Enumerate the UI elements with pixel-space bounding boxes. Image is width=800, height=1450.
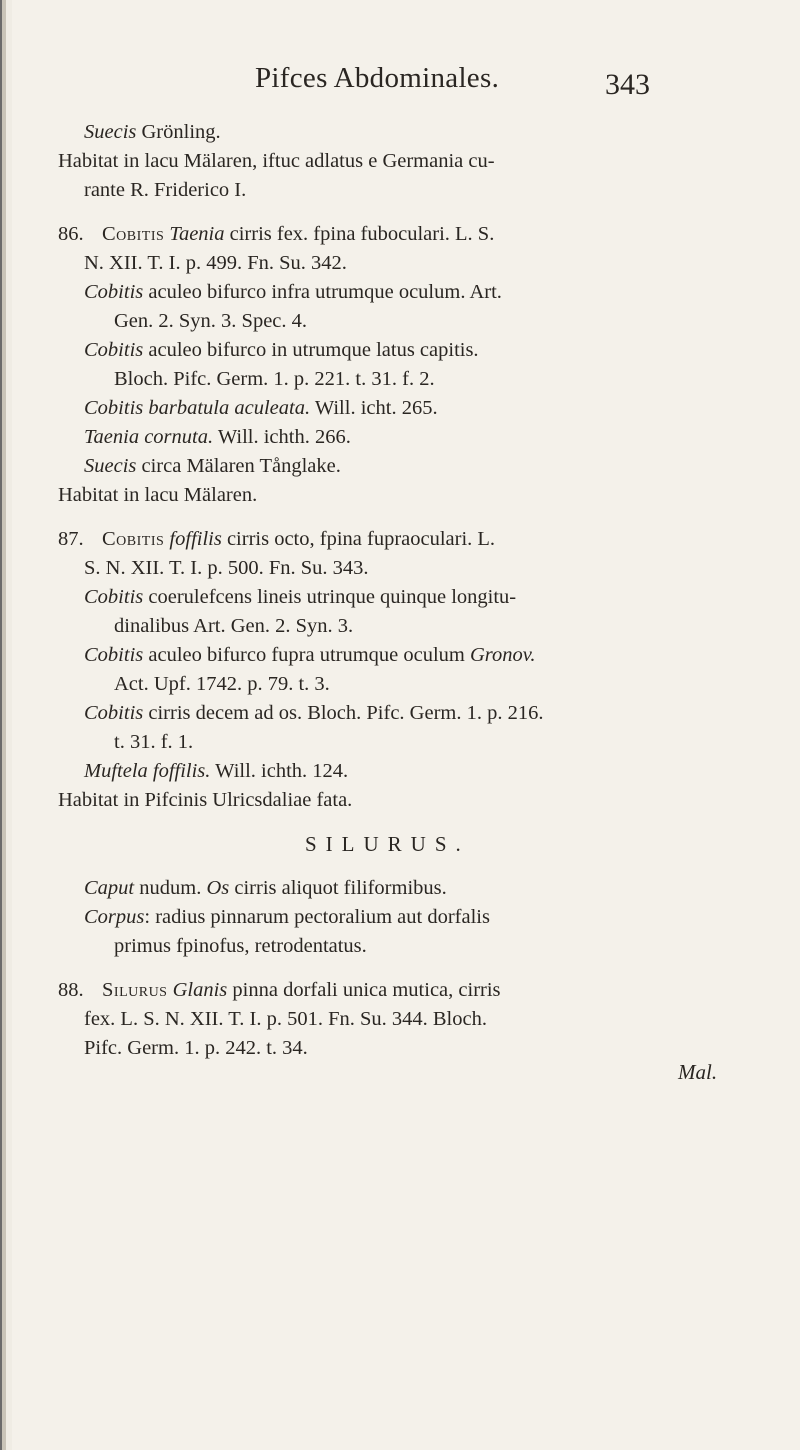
text-segment: Habitat in lacu Mälaren. (58, 484, 258, 506)
page-number: 343 (605, 68, 650, 101)
text-line (40, 176, 760, 205)
text-line (40, 249, 760, 278)
text-segment: : radius pinnarum pectoralium aut dorfalis (144, 906, 490, 928)
text-segment: S. N. XII. T. I. p. 500. Fn. Su. 343. (84, 557, 369, 579)
text-line (40, 525, 760, 554)
text-segment: t. 31. f. 1. (114, 731, 194, 753)
text-segment: Glanis (172, 979, 228, 1001)
text-segment: Will. ichth. 124. (210, 760, 349, 782)
text-segment: circa Mälaren Tånglake. (136, 455, 341, 477)
text-line (40, 1034, 760, 1063)
text-segment: Taenia cornuta. (84, 426, 214, 448)
line-gap (40, 815, 760, 830)
text-segment: cirris aliquot filiformibus. (229, 877, 447, 899)
text-segment: Cobitis (84, 644, 144, 666)
text-line (40, 757, 760, 786)
text-segment: Taenia (169, 223, 225, 245)
text-segment: Will. ichth. 266. (213, 426, 351, 448)
text-segment: Caput (84, 877, 135, 899)
text-line (40, 874, 760, 903)
text-line (40, 394, 760, 423)
section-heading: SILURUS. (305, 832, 470, 856)
text-line (40, 932, 760, 961)
text-line (40, 670, 760, 699)
text-segment: Cobitis (84, 586, 144, 608)
text-segment: nudum. (134, 877, 207, 899)
text-line (40, 612, 760, 641)
text-segment: Cobitis (84, 339, 144, 361)
text-segment: Habitat in lacu Mälaren, iftuc adlatus e Germania cu- (58, 150, 495, 172)
text-segment: cirris octo, fpina fupraoculari. L. (221, 528, 496, 550)
text-segment: cirris fex. fpina fuboculari. L. S. (224, 223, 495, 245)
text-line (40, 307, 760, 336)
text-line (40, 583, 760, 612)
book-binding-edge (0, 0, 12, 1450)
book-page (40, 0, 760, 1450)
text-segment: Grönling. (136, 121, 221, 143)
text-line (40, 452, 760, 481)
text-segment: Silurus (102, 979, 168, 1001)
text-line (40, 699, 760, 728)
text-segment: Cobitis (84, 702, 144, 724)
text-segment: aculeo bifurco fupra utrumque oculum (143, 644, 470, 666)
text-segment: Cobitis barbatula aculeata. (84, 397, 311, 419)
text-line (40, 481, 760, 510)
entry-number: 87. (58, 528, 84, 550)
entry-number: 88. (58, 979, 84, 1001)
catchword: Mal. (678, 1060, 718, 1084)
text-segment: Os (206, 877, 230, 899)
text-line (40, 220, 760, 249)
text-segment: coerulefcens lineis utrinque quinque longitu- (143, 586, 517, 608)
text-segment: aculeo bifurco in utrumque latus capitis. (143, 339, 479, 361)
text-segment: Cobitis (102, 528, 165, 550)
text-line (40, 423, 760, 452)
text-line (40, 903, 760, 932)
running-head (40, 62, 760, 102)
text-segment: Bloch. Pifc. Germ. 1. p. 221. t. 31. f. 2. (114, 368, 435, 390)
text-segment: Habitat in Pifcinis Ulricsdaliae fata. (58, 789, 353, 811)
text-line (40, 336, 760, 365)
entry-number: 86. (58, 223, 84, 245)
text-segment: foffilis (169, 528, 222, 550)
text-segment: N. XII. T. I. p. 499. Fn. Su. 342. (84, 252, 347, 274)
text-line (40, 118, 760, 147)
text-segment: dinalibus Art. Gen. 2. Syn. 3. (114, 615, 354, 637)
text-line (40, 365, 760, 394)
text-line (40, 1005, 760, 1034)
text-line (40, 554, 760, 583)
text-segment: cirris decem ad os. Bloch. Pifc. Germ. 1. p. 216. (143, 702, 544, 724)
line-gap (40, 205, 760, 220)
text-segment: Muftela foffilis. (84, 760, 211, 782)
text-segment: aculeo bifurco infra utrumque oculum. Art. (143, 281, 502, 303)
text-line (40, 278, 760, 307)
text-segment: pinna dorfali unica mutica, cirris (227, 979, 501, 1001)
text-segment: rante R. Friderico I. (84, 179, 247, 201)
text-line (40, 728, 760, 757)
page-body-text (40, 118, 760, 1063)
text-segment: Suecis (84, 455, 137, 477)
text-segment: Act. Upf. 1742. p. 79. t. 3. (114, 673, 330, 695)
line-gap (40, 510, 760, 525)
text-segment: Corpus (84, 906, 145, 928)
text-segment: Suecis (84, 121, 137, 143)
text-segment: Will. icht. 265. (310, 397, 438, 419)
text-segment: Gronov. (470, 644, 536, 666)
text-line (40, 147, 760, 176)
text-segment: Cobitis (84, 281, 144, 303)
text-segment: Cobitis (102, 223, 165, 245)
text-segment: Pifc. Germ. 1. p. 242. t. 34. (84, 1037, 308, 1059)
text-line (40, 641, 760, 670)
text-segment: primus fpinofus, retrodentatus. (114, 935, 367, 957)
text-segment: Gen. 2. Syn. 3. Spec. 4. (114, 310, 308, 332)
text-line (40, 786, 760, 815)
text-segment: fex. L. S. N. XII. T. I. p. 501. Fn. Su. 344. Bloch. (84, 1008, 487, 1030)
line-gap (40, 961, 760, 976)
text-line (40, 976, 760, 1005)
line-gap (40, 859, 760, 874)
page-header-title: Pifces Abdominales. (255, 62, 500, 94)
